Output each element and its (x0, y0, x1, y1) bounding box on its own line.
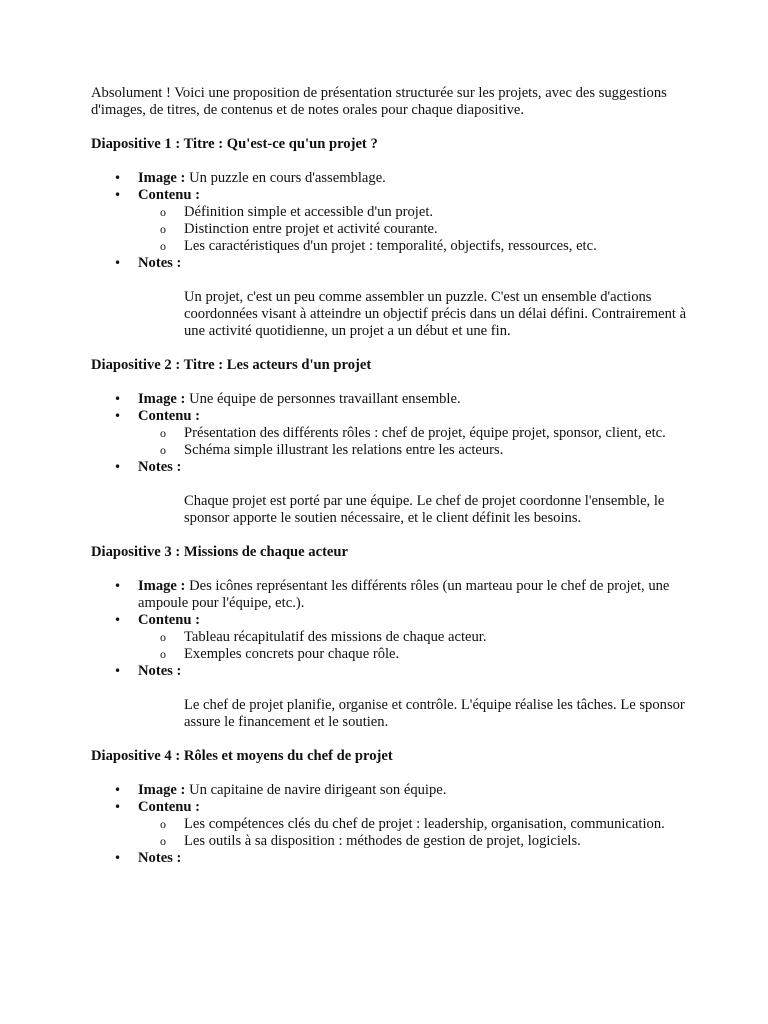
image-item (91, 578, 691, 612)
slide-details-list (91, 170, 691, 272)
content-subitem: o Les outils à sa disposition : méthodes de gestion de projet, logiciels. (138, 833, 691, 850)
slide-section-4 (91, 748, 691, 867)
slide-title: Diapositive 3 : Missions de chaque acteur (91, 544, 349, 560)
document-body (91, 85, 691, 867)
notes-item (91, 663, 691, 680)
notes-text: Chaque projet est porté par une équipe. Le chef de projet coordonne l'ensemble, le sponsor apporte le soutien nécessaire, et le client définit les besoins. (184, 493, 665, 526)
slide-details-list (91, 391, 691, 476)
image-text: Un puzzle en cours d'assemblage. (189, 170, 386, 186)
content-subitem: o Tableau récapitulatif des missions de chaque acteur. (138, 629, 691, 646)
content-subitem: o Présentation des différents rôles : chef de projet, équipe projet, sponsor, client, etc. (138, 425, 691, 442)
slide-details-list (91, 782, 691, 867)
content-sublist (138, 204, 691, 255)
image-text: Une équipe de personnes travaillant ensemble. (189, 391, 461, 407)
content-subitem: o Définition simple et accessible d'un projet. (138, 204, 691, 221)
content-label: Contenu : (138, 408, 201, 424)
content-item (91, 408, 691, 459)
image-label: Image : (138, 578, 186, 594)
content-sublist (138, 629, 691, 663)
slide-details-list (91, 578, 691, 680)
content-item (91, 612, 691, 663)
slide-section-1 (91, 136, 691, 340)
content-subitem: o Schéma simple illustrant les relations entre les acteurs. (138, 442, 691, 459)
image-item (91, 782, 691, 799)
content-label: Contenu : (138, 799, 201, 815)
image-label: Image : (138, 782, 186, 798)
content-subitem: o Distinction entre projet et activité courante. (138, 221, 691, 238)
content-subitem: o Les caractéristiques d'un projet : temporalité, objectifs, ressources, etc. (138, 238, 691, 255)
content-item (91, 187, 691, 255)
image-label: Image : (138, 170, 186, 186)
image-item (91, 391, 691, 408)
image-text: Des icônes représentant les différents rôles (un marteau pour le chef de projet, une ampoule pour l'équipe, etc.). (138, 578, 670, 611)
content-label: Contenu : (138, 612, 201, 628)
notes-item (91, 850, 691, 867)
slide-title: Diapositive 2 : Titre : Les acteurs d'un projet (91, 357, 372, 373)
slide-section-2 (91, 357, 691, 527)
image-item (91, 170, 691, 187)
notes-text: Un projet, c'est un peu comme assembler un puzzle. C'est un ensemble d'actions coordonnées visant à atteindre un objectif précis dans un délai défini. Contrairement à une activité quotidienne, un projet a un début et une fin. (184, 289, 687, 339)
intro-paragraph: Absolument ! Voici une proposition de présentation structurée sur les projets, avec des suggestions d'images, de titres, de contenus et de notes orales pour chaque diapositive. (91, 85, 667, 118)
notes-item (91, 459, 691, 476)
notes-label: Notes : (138, 255, 182, 271)
notes-item (91, 255, 691, 272)
content-item (91, 799, 691, 850)
content-subitem: o Les compétences clés du chef de projet : leadership, organisation, communication. (138, 816, 691, 833)
notes-text: Le chef de projet planifie, organise et contrôle. L'équipe réalise les tâches. Le sponsor assure le financement et le soutien. (184, 697, 685, 730)
slide-title: Diapositive 1 : Titre : Qu'est-ce qu'un projet ? (91, 136, 378, 152)
content-subitem: o Exemples concrets pour chaque rôle. (138, 646, 691, 663)
content-sublist (138, 816, 691, 850)
image-label: Image : (138, 391, 186, 407)
content-sublist (138, 425, 691, 459)
slide-section-3 (91, 544, 691, 731)
slide-title: Diapositive 4 : Rôles et moyens du chef de projet (91, 748, 393, 764)
notes-label: Notes : (138, 663, 182, 679)
image-text: Un capitaine de navire dirigeant son équipe. (189, 782, 447, 798)
notes-label: Notes : (138, 459, 182, 475)
content-label: Contenu : (138, 187, 201, 203)
notes-label: Notes : (138, 850, 182, 866)
